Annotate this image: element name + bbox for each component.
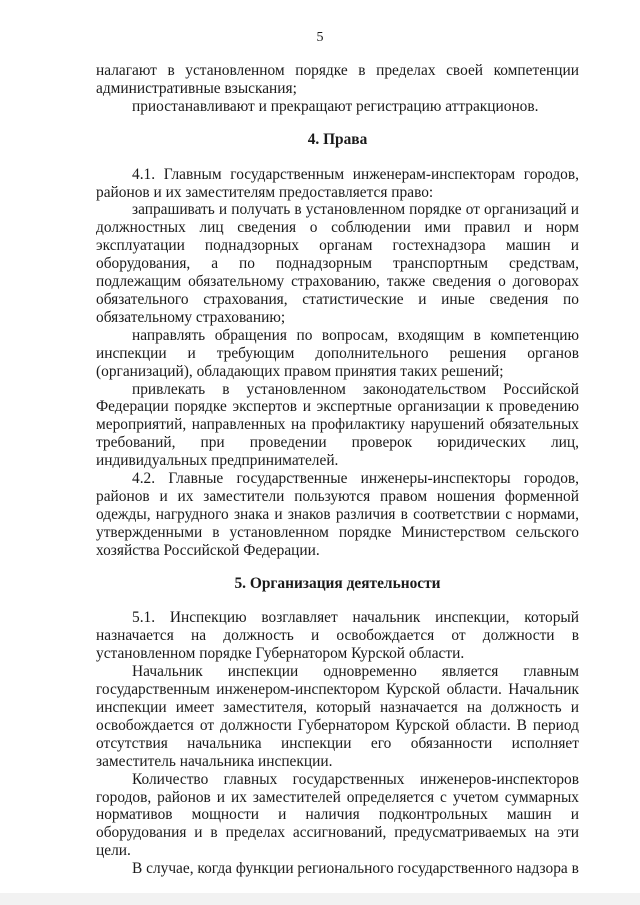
paragraph-number-of-inspectors: Количество главных государственных инженеров-инспекторов городов, районов и их заместителей определяется с учетом суммарных нормативов мощности и наличия подконтрольных машин и оборудования и в пределах ассигнований, предусматриваемых на эти цели. (96, 770, 579, 860)
paragraph-head-of-inspection: Начальник инспекции одновременно является главным государственным инженером-инспектором Курской области. Начальник инспекции имеет заместителя, который назначается на должность и освобождается от должности Губернатором Курской области. В период отсутствия начальника инспекции его обязанности исполняет заместитель начальника инспекции. (96, 663, 579, 770)
document-body (96, 62, 579, 878)
paragraph-regional-supervision: В случае, когда функции регионального государственного надзора в (132, 860, 579, 878)
paragraph-4-1: 4.1. Главным государственным инженерам-инспекторам городов, районов и их заместителям предоставляется право: (96, 165, 579, 201)
page-number: 5 (316, 30, 324, 45)
section-heading-rights: 4. Права (307, 130, 368, 148)
paragraph-administrative-penalties: налагают в установленном порядке в пределах своей компетенции административные взыскания; (96, 62, 579, 97)
scan-bottom-edge (0, 893, 640, 905)
paragraph-involve-experts: привлекать в установленном законодательством Российской Федерации порядке экспертов и экспертные организации к проведению мероприятий, направленных на профилактику нарушений обязательных требований, при проведении проверок юридических лиц, индивидуальных предпринимателей. (96, 380, 579, 470)
paragraph-request-information: запрашивать и получать в установленном порядке от организаций и должностных лиц сведения о соблюдении ими правил и норм эксплуатации поднадзорных органам гостехнадзора машин и оборудования, а по поднадзорным транспортным средствам, подлежащим обязательному страхованию, также сведения о договорах обязательного страхования, статистические и иные сведения по обязательному страхованию; (96, 201, 579, 326)
paragraph-attraction-registration: приостанавливают и прекращают регистрацию аттракционов. (132, 97, 539, 115)
section-heading-organization: 5. Организация деятельности (234, 574, 441, 592)
paragraph-4-2: 4.2. Главные государственные инженеры-инспекторы городов, районов и их заместители пользуются правом ношения форменной одежды, нагрудного знака и знаков различия в соответствии с нормами, утвержденными в установленном порядке Министерством сельского хозяйства Российской Федерации. (96, 470, 579, 559)
paragraph-5-1: 5.1. Инспекцию возглавляет начальник инспекции, который назначается на должность и освобождается от должности в установленном порядке Губернатором Курской области. (96, 609, 579, 663)
paragraph-send-appeals: направлять обращения по вопросам, входящим в компетенцию инспекции и требующим дополнительного решения органов (организаций), обладающих правом принятия таких решений; (96, 326, 579, 380)
